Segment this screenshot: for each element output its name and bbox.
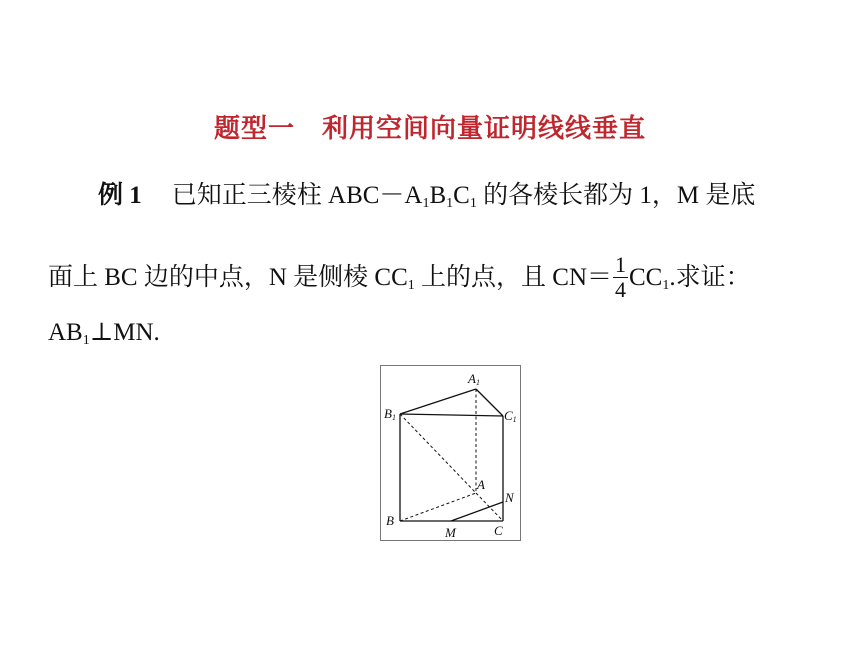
text: AB	[48, 319, 83, 346]
label-b: B	[386, 513, 394, 528]
label-sub: 1	[475, 378, 480, 387]
text: .求证：	[669, 264, 751, 292]
prism-figure	[380, 365, 521, 541]
subscript: 1	[469, 196, 477, 211]
label-a: A	[477, 477, 485, 492]
segment-b1-a	[400, 414, 476, 493]
label-text: A	[468, 371, 476, 386]
text: CC	[629, 264, 663, 292]
text: 已知正三棱柱 ABC－A	[171, 182, 423, 209]
label-text: C	[504, 408, 513, 423]
text: 上的点，且 CN＝	[414, 264, 612, 292]
subscript: 1	[82, 333, 90, 348]
label-text: B	[384, 406, 392, 421]
edge-b-a	[400, 493, 476, 521]
section-title: 题型一 利用空间向量证明线线垂直	[213, 114, 646, 143]
label-a1	[468, 372, 480, 385]
edge-b1-c1	[400, 414, 503, 416]
prism-diagram	[381, 366, 522, 542]
label-n: N	[505, 490, 514, 505]
label-m: M	[445, 525, 456, 540]
edge-b1-a1	[400, 389, 476, 414]
edge-a1-c1	[476, 389, 503, 416]
problem-line-1	[98, 181, 755, 211]
fraction-denominator: 4	[615, 277, 626, 302]
label-c: C	[494, 523, 503, 538]
problem-line-2	[48, 252, 751, 304]
text: 的各棱长都为 1，M 是底	[476, 182, 756, 209]
label-c1	[504, 409, 517, 422]
example-label: 例 1	[98, 182, 142, 209]
problem-line-3	[48, 318, 160, 348]
label-b1	[384, 407, 396, 420]
segment-mn	[451, 502, 503, 521]
label-sub: 1	[512, 415, 517, 424]
text: 面上 BC 边的中点，N 是侧棱 CC	[48, 264, 408, 292]
fraction-numerator: 1	[615, 252, 626, 277]
subscript: 1	[422, 196, 430, 211]
subscript: 1	[662, 278, 670, 294]
text: ⊥MN.	[89, 319, 160, 346]
text: C	[453, 182, 470, 209]
label-sub: 1	[391, 413, 396, 422]
fraction	[613, 253, 628, 302]
subscript: 1	[446, 196, 454, 211]
edge-a-c	[476, 493, 503, 521]
subscript: 1	[407, 278, 415, 294]
text: B	[429, 182, 447, 209]
